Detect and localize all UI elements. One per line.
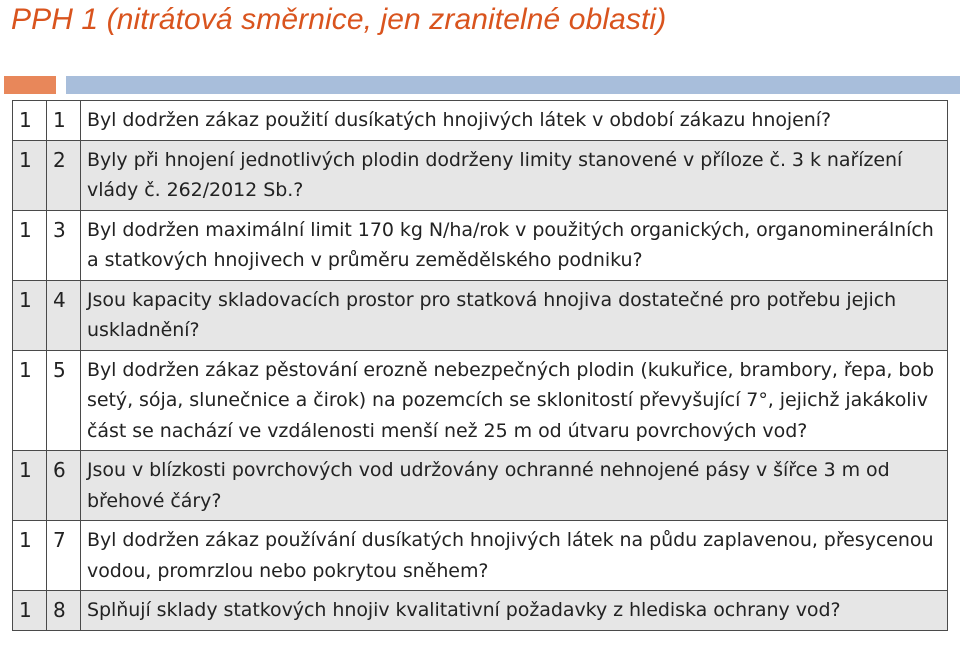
cell-item-number: 7 [47,521,81,591]
cell-question: Byl dodržen zákaz používání dusíkatých hnojivých látek na půdu zaplavenou, přesycenou vodou, promrzlou nebo pokrytou sněhem? [81,521,948,591]
cell-question: Byl dodržen zákaz použití dusíkatých hnojivých látek v období zákazu hnojení? [81,101,948,141]
table-row [13,451,948,521]
cell-question: Byly při hnojení jednotlivých plodin dodrženy limity stanovené v příloze č. 3 k nařízení vlády č. 262/2012 Sb.? [81,140,948,210]
cell-item-number: 5 [47,350,81,451]
cell-section-number: 1 [13,101,47,141]
cell-section-number: 1 [13,210,47,280]
criteria-table-body [13,101,948,631]
cell-item-number: 6 [47,451,81,521]
cell-question: Byl dodržen zákaz pěstování erozně nebezpečných plodin (kukuřice, brambory, řepa, bob setý, sója, slunečnice a čirok) na pozemcích se sklonitostí převyšující 7°, jejichž jakákoliv část se nachází ve vzdálenosti menší než 25 m od útvaru povrchových vod? [81,350,948,451]
table-row [13,140,948,210]
cell-section-number: 1 [13,451,47,521]
table-row [13,350,948,451]
criteria-table [12,100,948,631]
cell-item-number: 8 [47,591,81,631]
page-title: PPH 1 (nitrátová směrnice, jen zranitelné oblasti) [11,3,667,36]
cell-section-number: 1 [13,521,47,591]
table-row [13,521,948,591]
accent-bar-left [4,76,56,94]
table-row [13,101,948,141]
cell-section-number: 1 [13,350,47,451]
cell-section-number: 1 [13,591,47,631]
table-row [13,591,948,631]
cell-item-number: 4 [47,280,81,350]
cell-section-number: 1 [13,140,47,210]
table-row [13,280,948,350]
cell-question: Jsou kapacity skladovacích prostor pro statková hnojiva dostatečné pro potřebu jejich uskladnění? [81,280,948,350]
cell-question: Splňují sklady statkových hnojiv kvalitativní požadavky z hlediska ochrany vod? [81,591,948,631]
cell-item-number: 3 [47,210,81,280]
table-row [13,210,948,280]
cell-question: Byl dodržen maximální limit 170 kg N/ha/rok v použitých organických, organominerálních a statkových hnojivech v průměru zemědělského podniku? [81,210,948,280]
cell-item-number: 1 [47,101,81,141]
cell-item-number: 2 [47,140,81,210]
cell-section-number: 1 [13,280,47,350]
cell-question: Jsou v blízkosti povrchových vod udržovány ochranné nehnojené pásy v šířce 3 m od břehové čáry? [81,451,948,521]
accent-bar-right [66,76,960,94]
